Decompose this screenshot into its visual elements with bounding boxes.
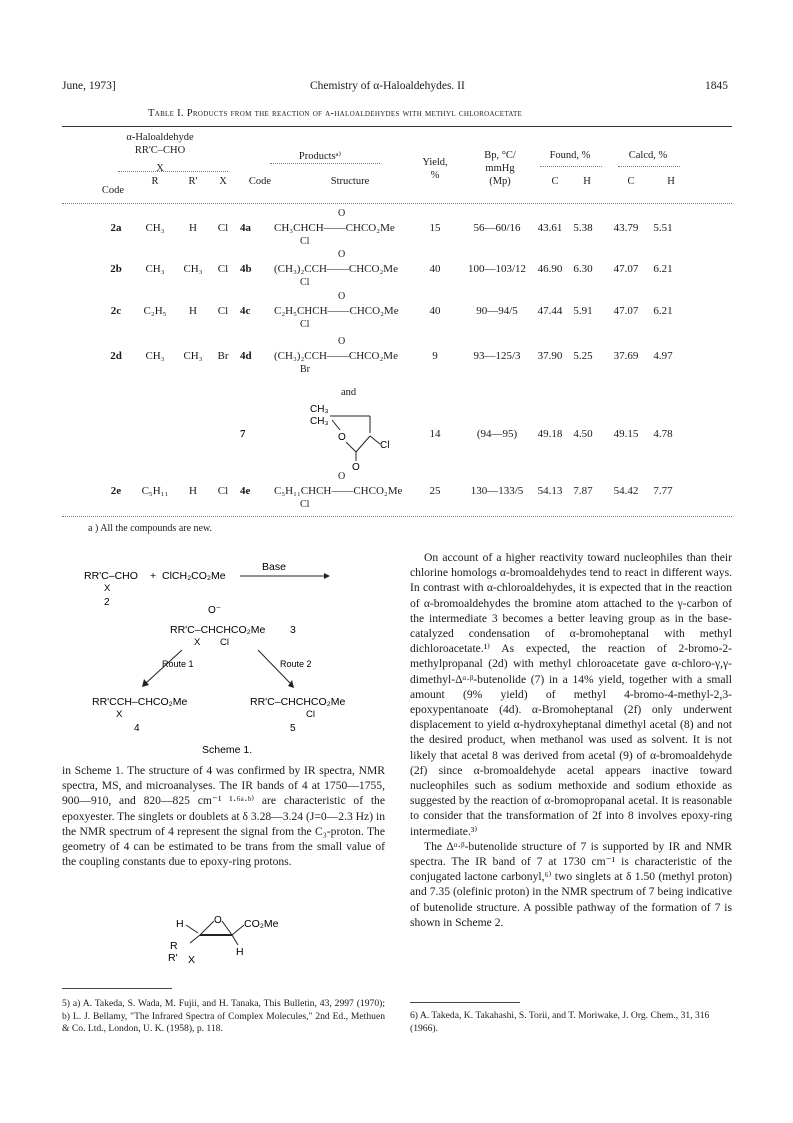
header-yield: Yield, bbox=[422, 157, 448, 168]
header-structure: Structure bbox=[330, 176, 370, 187]
left-paragraph: in Scheme 1. The structure of 4 was confirmed by IR spectra, NMR spectra, MS, and microanalyses. The IR bands of 4 at 1750—1755, 900—910, and 820—825 cm⁻¹ ¹·⁶ᵃ·ᵇ⁾ are characteristic of the epoxyester. The singlets or doublets at δ 3.28—3.24 (J=0—2.3 Hz) in the NMR spectrum of 4 represent the signal from the C₃-proton. The geometry of 4 can be estimated to be trans from the small value of the coupling constants due to epoxy-ring protons. bbox=[62, 764, 385, 869]
table-cell-fc: 37.90 bbox=[537, 350, 563, 362]
table-cell-fh: 7.87 bbox=[573, 485, 593, 497]
header-c2: C bbox=[627, 176, 635, 187]
scheme-intermediate-cl: Cl bbox=[220, 637, 229, 648]
header-x: X bbox=[219, 176, 227, 187]
table-cell-x: Cl bbox=[217, 485, 229, 497]
table-top-rule bbox=[62, 126, 732, 127]
table-cell-ch: 4.97 bbox=[653, 350, 673, 362]
scheme-1 bbox=[62, 555, 392, 770]
epoxy-rp: R' bbox=[168, 952, 178, 964]
scheme-product-4-number: 4 bbox=[134, 723, 140, 734]
table-caption: Table I. Products from the reaction of α-haloaldehydes with methyl chloroacetate bbox=[148, 108, 523, 119]
header-c: C bbox=[551, 176, 559, 187]
epoxide-oxygen: O bbox=[338, 471, 346, 482]
table-cell-ch: 7.77 bbox=[653, 485, 673, 497]
table-cell-yield: 40 bbox=[429, 305, 441, 317]
table-cell-pcode: 4d bbox=[240, 350, 252, 362]
header-products: Productsᵃ⁾ bbox=[298, 151, 342, 162]
table-cell-cc: 54.42 bbox=[613, 485, 639, 497]
table-cell-ch: 6.21 bbox=[653, 263, 673, 275]
table-cell-fh: 5.25 bbox=[573, 350, 593, 362]
halogen-substituent: Cl bbox=[300, 277, 310, 288]
table-cell-cc: 47.07 bbox=[613, 263, 639, 275]
epoxide-oxygen: O bbox=[338, 208, 346, 219]
header-yield-unit: % bbox=[430, 170, 440, 181]
table-cell-x: Br bbox=[217, 350, 229, 362]
table-cell-yield: 9 bbox=[432, 350, 438, 362]
halogen-substituent: Cl bbox=[300, 236, 310, 247]
table-cell-code: 2b bbox=[110, 263, 122, 275]
scheme-intermediate-o: O⁻ bbox=[208, 605, 222, 616]
header-h: H bbox=[583, 176, 591, 187]
table-cell-pcode: 4b bbox=[240, 263, 252, 275]
scheme-reactant-1-number: 2 bbox=[104, 597, 110, 608]
table-cell-code: 2a bbox=[110, 222, 122, 234]
table-cell-bp: 93—125/3 bbox=[473, 350, 521, 362]
table-cell-code: 2d bbox=[110, 350, 122, 362]
table-cell-fh: 4.50 bbox=[573, 428, 593, 440]
right-paragraph-2: The Δᵅ·ᵝ-butenolide structure of 7 is supported by IR and NMR spectra. The IR band of 7 at 1730 cm⁻¹ is characteristic of the conjugated lactone carbonyl,⁶⁾ two singlets at δ 1.50 (methyl proton) and 7.35 (olefinic proton) in the NMR spectrum of 7 being indicative of butenolide structure. A possible pathway of the formation of 7 is shown in Scheme 2. bbox=[410, 839, 732, 929]
table-cell-ch: 4.78 bbox=[653, 428, 673, 440]
table-cell-fh: 5.91 bbox=[573, 305, 593, 317]
left-column-text bbox=[62, 763, 385, 869]
header-haloaldehyde: α-Haloaldehyde bbox=[126, 132, 194, 143]
right-footnote: 6) A. Takeda, K. Takahashi, S. Torii, and T. Moriwake, J. Org. Chem., 31, 316 (1966). bbox=[410, 1010, 710, 1034]
table-cell-structure: C₂H₅CHCH——CHCO₂Me bbox=[274, 305, 399, 317]
table-cell-x: Cl bbox=[217, 222, 229, 234]
table-cell-structure: CH₃CHCH——CHCO₂Me bbox=[274, 222, 395, 234]
butenolide-ch3-b: CH₃ bbox=[310, 416, 329, 427]
table-cell-yield: 15 bbox=[429, 222, 441, 234]
table-cell-fc: 49.18 bbox=[537, 428, 563, 440]
header-calcd: Calcd, % bbox=[628, 150, 668, 161]
scheme-product-5-cl: Cl bbox=[306, 709, 315, 720]
table-cell-bp: (94—95) bbox=[476, 428, 518, 440]
table-cell-r: C₅H₁₁ bbox=[141, 485, 169, 497]
halogen-substituent: Cl bbox=[300, 499, 310, 510]
epoxy-h2: H bbox=[236, 946, 244, 958]
butenolide-ring-o: O bbox=[338, 432, 346, 443]
table-cell-bp: 90—94/5 bbox=[476, 305, 518, 317]
table-bottom-rule bbox=[62, 516, 732, 517]
scheme-reactant-1: RR'C–CHO bbox=[84, 570, 138, 582]
table-cell-yield: 40 bbox=[429, 263, 441, 275]
header-bp3: (Mp) bbox=[489, 176, 511, 187]
halogen-substituent: Cl bbox=[300, 319, 310, 330]
table-cell-fc: 46.90 bbox=[537, 263, 563, 275]
table-cell-fh: 6.30 bbox=[573, 263, 593, 275]
table-cell-r: C₂H₅ bbox=[143, 305, 167, 317]
table-cell-yield: 25 bbox=[429, 485, 441, 497]
header-pcode: Code bbox=[248, 176, 272, 187]
and-label: and bbox=[341, 387, 357, 398]
table-cell-fc: 47.44 bbox=[537, 305, 563, 317]
left-footnote: 5) a) A. Takeda, S. Wada, M. Fujii, and H. Tanaka, This Bulletin, 43, 2997 (1970); b) L. J. Bellamy, "The Infrared Spectra of Complex Molecules," 2nd Ed., Methuen & Co. Ltd., London, U. K. (1958), p. 118. bbox=[62, 998, 385, 1035]
table-cell-cc: 49.15 bbox=[613, 428, 639, 440]
table-header-rule bbox=[62, 203, 732, 204]
route-1-label: Route 1 bbox=[162, 659, 194, 669]
right-paragraph-1: On account of a higher reactivity toward nucleophiles than their chlorine homologs α-bromoaldehydes tend to react in different ways. In contrast with α-chloroaldehydes, it is expected that in the reaction of α-bromoaldehydes the bromine atom attached to the γ-carbon of the intermediate 3 becomes a better leaving group as in the base-catalyzed condensation of α-bromoheptanal with methyl dichloroacetate.¹⁾ As expected, the reaction of 2-bromo-2-methylpropanal (2d) with methyl chloroacetate gave α-chloro-γ,γ-dimethyl-Δᵅ·ᵝ-butenolide (7) in a 14% yield, together with a small amount (9% yield) of methyl 4-bromo-4-methyl-2,3-epoxypentanoate (4d). α-Bromoheptanal (2f) only underwent displacement to yield α-hydroxyheptanal dimethyl acetal (8) and not the desired product, when methanol was used as solvent. It is not likely that acetal 8 was derived from acetal (9) of α-bromoaldehyde (2f) since α-bromoaldehyde acetal appears inactive toward nucleophiles such as sodium methoxide and sodium ethoxide as suggested by the reaction of α-bromopropanal acetal. It is reasonable to consider that the transformation of 2f into 8 involves epoxy-ring intermediate.³⁾ bbox=[410, 551, 732, 838]
table-cell-bp: 130—133/5 bbox=[470, 485, 524, 497]
table-cell-yield: 14 bbox=[429, 428, 441, 440]
route-2-label: Route 2 bbox=[280, 659, 312, 669]
scheme-intermediate-number: 3 bbox=[290, 624, 296, 636]
butenolide-ch3-a: CH₃ bbox=[310, 404, 329, 415]
header-subrule-found bbox=[540, 166, 602, 167]
right-footnote-rule bbox=[410, 1002, 520, 1003]
header-formula-x: X bbox=[156, 163, 164, 174]
butenolide-carbonyl-o: O bbox=[352, 462, 360, 473]
butenolide-structure bbox=[300, 398, 410, 473]
table-cell-ch: 6.21 bbox=[653, 305, 673, 317]
header-rp: R' bbox=[188, 176, 198, 187]
epoxy-co2me: CO₂Me bbox=[244, 918, 279, 930]
table-cell-bp: 56—60/16 bbox=[473, 222, 521, 234]
table-cell-pcode: 7 bbox=[240, 428, 246, 440]
table-cell-structure: (CH₃)₂CCH——CHCO₂Me bbox=[274, 263, 398, 275]
left-footnote-rule bbox=[62, 988, 172, 989]
header-date: June, 1973] bbox=[62, 80, 116, 92]
epoxy-h1: H bbox=[176, 918, 184, 930]
epoxide-oxygen: O bbox=[338, 336, 346, 347]
header-bp2: mmHg bbox=[485, 163, 515, 174]
right-column-text bbox=[410, 550, 732, 930]
epoxide-oxygen: O bbox=[338, 291, 346, 302]
epoxide-oxygen: O bbox=[338, 249, 346, 260]
epoxy-x: X bbox=[188, 954, 196, 966]
table-cell-pcode: 4e bbox=[240, 485, 251, 497]
scheme-product-4-x: X bbox=[116, 709, 123, 720]
butenolide-cl: Cl bbox=[380, 440, 390, 451]
scheme-intermediate-x: X bbox=[194, 637, 201, 648]
table-cell-r: CH₃ bbox=[145, 263, 165, 275]
table-cell-cc: 37.69 bbox=[613, 350, 639, 362]
table-cell-fc: 43.61 bbox=[537, 222, 563, 234]
scheme-product-4: RR'CCH–CHCO₂Me bbox=[92, 696, 188, 708]
table-cell-rp: H bbox=[189, 222, 197, 234]
table-cell-ch: 5.51 bbox=[653, 222, 673, 234]
table-cell-x: Cl bbox=[217, 305, 229, 317]
header-code: Code bbox=[101, 185, 125, 196]
scheme-plus: + bbox=[150, 570, 157, 582]
table-cell-structure: (CH₃)₂CCH——CHCO₂Me bbox=[274, 350, 398, 362]
header-found: Found, % bbox=[549, 150, 591, 161]
table-cell-rp: H bbox=[189, 305, 197, 317]
scheme-caption: Scheme 1. bbox=[202, 744, 253, 756]
epoxy-geometry bbox=[160, 905, 290, 975]
scheme-reactant-2: ClCH₂CO₂Me bbox=[162, 570, 226, 582]
epoxy-r: R bbox=[170, 940, 178, 952]
header-subrule-products bbox=[270, 163, 380, 164]
table-footnote: a ) All the compounds are new. bbox=[88, 523, 213, 534]
halogen-substituent: Br bbox=[300, 364, 310, 375]
header-bp: Bp, °C/ bbox=[484, 150, 516, 161]
scheme-reactant-1-x: X bbox=[104, 583, 111, 594]
table-cell-x: Cl bbox=[217, 263, 229, 275]
table-cell-cc: 43.79 bbox=[613, 222, 639, 234]
header-title: Chemistry of α-Haloaldehydes. II bbox=[310, 80, 465, 92]
table-cell-code: 2e bbox=[110, 485, 122, 497]
page-number: 1845 bbox=[705, 80, 728, 92]
scheme-arrow-label: Base bbox=[262, 561, 286, 573]
scheme-intermediate: RR'C–CHCHCO₂Me bbox=[170, 624, 266, 636]
table-cell-rp: CH₃ bbox=[183, 350, 203, 362]
header-formula: RR'C–CHO bbox=[134, 145, 186, 156]
table-cell-pcode: 4a bbox=[240, 222, 251, 234]
table-cell-fh: 5.38 bbox=[573, 222, 593, 234]
table-cell-rp: CH₃ bbox=[183, 263, 203, 275]
table-cell-structure: C₅H₁₁CHCH——CHCO₂Me bbox=[274, 485, 403, 497]
table-cell-r: CH₃ bbox=[145, 350, 165, 362]
header-subrule-calcd bbox=[618, 166, 680, 167]
scheme-product-5-number: 5 bbox=[290, 723, 296, 734]
header-r: R bbox=[151, 176, 159, 187]
table-cell-code: 2c bbox=[110, 305, 122, 317]
table-cell-rp: H bbox=[189, 485, 197, 497]
table-cell-r: CH₃ bbox=[145, 222, 165, 234]
header-h2: H bbox=[667, 176, 675, 187]
epoxy-o: O bbox=[214, 915, 222, 926]
table-cell-fc: 54.13 bbox=[537, 485, 563, 497]
table-cell-bp: 100—103/12 bbox=[467, 263, 527, 275]
table-cell-cc: 47.07 bbox=[613, 305, 639, 317]
table-cell-pcode: 4c bbox=[240, 305, 251, 317]
header-subrule bbox=[118, 171, 228, 172]
scheme-product-5: RR'C–CHCHCO₂Me bbox=[250, 696, 346, 708]
